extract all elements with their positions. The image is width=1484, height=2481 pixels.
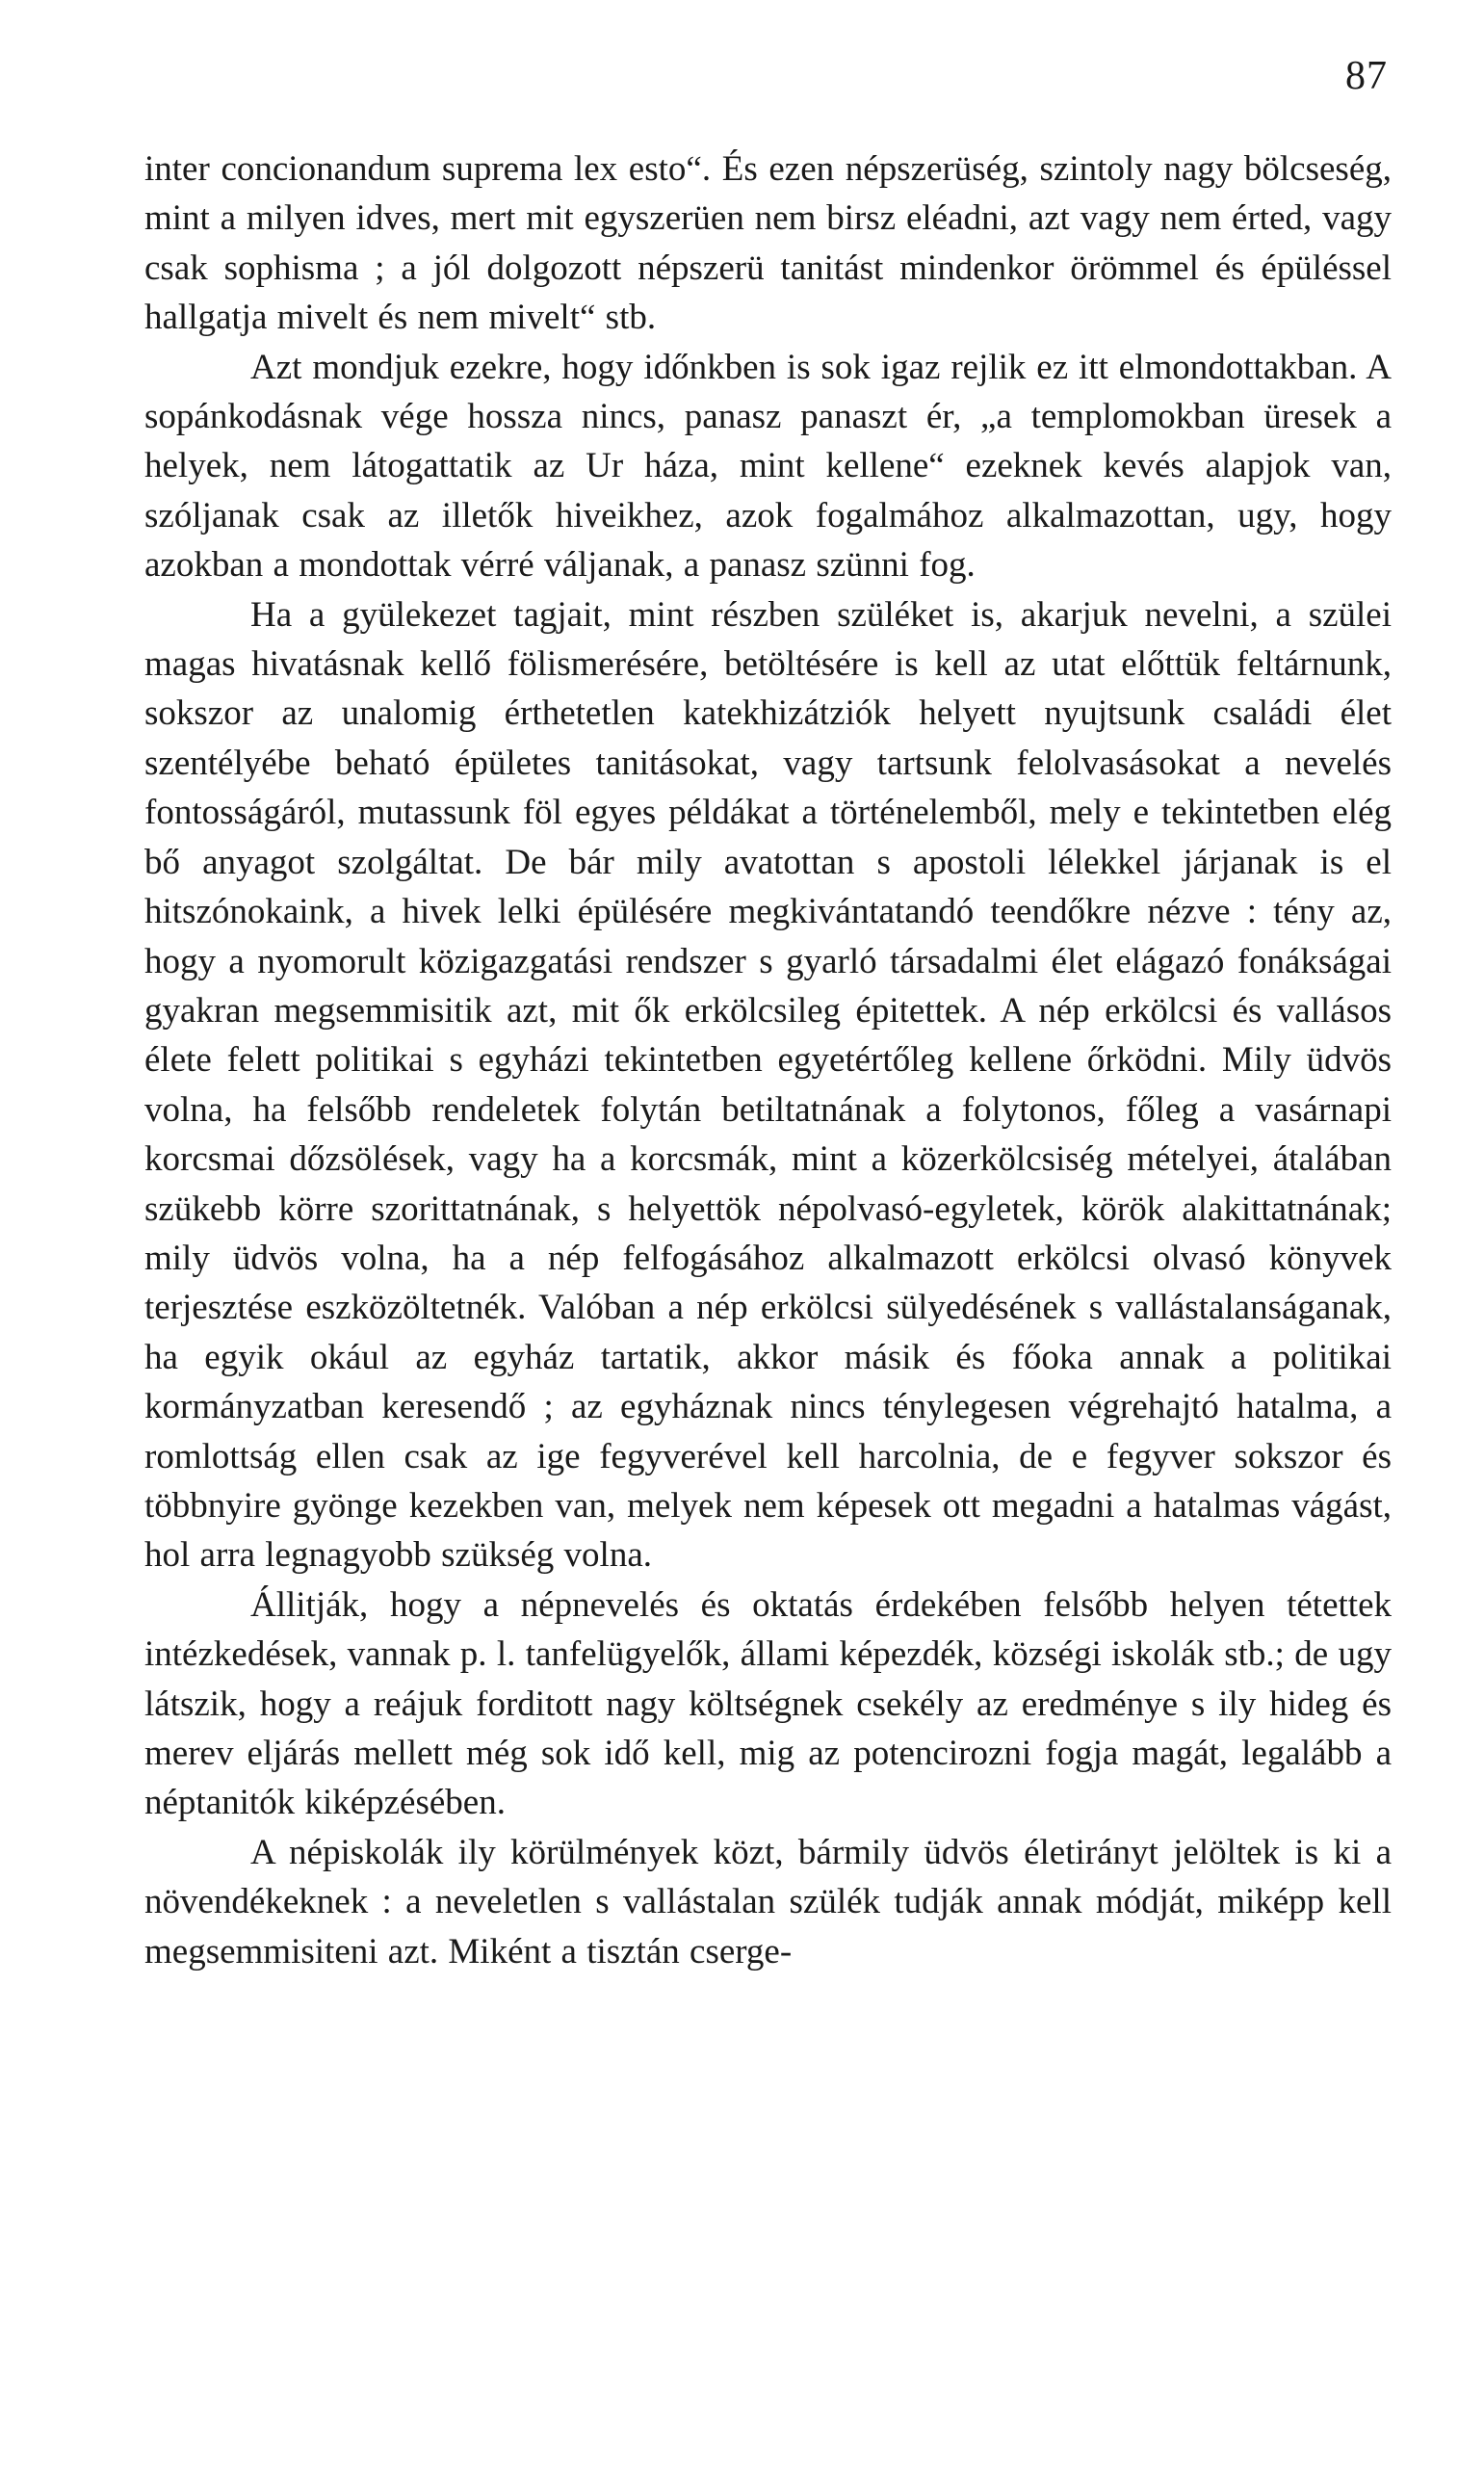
page-number: 87 xyxy=(1345,54,1388,98)
paragraph-1: inter concionandum suprema lex esto“. És ezen népszerüség, szintoly nagy bölcseség, mint a milyen idves, mert mit egyszerüen nem birsz eléadni, azt vagy nem érted, vagy csak sophisma ; a jól dolgozott népszerü tanitást mindenkor örömmel és épüléssel hallgatja mivelt és nem mivelt“ stb. xyxy=(144,149,1392,338)
paragraph-5: A népiskolák ily körülmények közt, bármily üdvös életirányt jelöltek is ki a növendékeknek : a neveletlen s vallástalan szülék tudják annak módját, miképp kell megsemmisiteni azt. Miként a tisztán cserge- xyxy=(144,1832,1392,1972)
paragraph-4: Állitják, hogy a népnevelés és oktatás érdekében felsőbb helyen tétettek intézkedések, vannak p. l. tanfelügyelők, állami képezdék, községi iskolák stb.; de ugy látszik, hogy a reájuk forditott nagy költségnek csekély az eredménye s ily hideg és merev eljárás mellett még sok idő kell, mig az potencirozni fogja magát, legalább a néptanitók kiképzésében. xyxy=(144,1584,1392,1823)
paragraph-2: Azt mondjuk ezekre, hogy időnkben is sok igaz rejlik ez itt elmondottakban. A sopánkodásnak vége hossza nincs, panasz panaszt ér, „a templomokban üresek a helyek, nem látogattatik az Ur háza, mint kellene“ ezeknek kevés alapjok van, szóljanak csak az illetők hiveikhez, azok fogalmához alkalmazottan, ugy, hogy azokban a mondottak vérré váljanak, a panasz szünni fog. xyxy=(144,347,1392,586)
paragraph-3: Ha a gyülekezet tagjait, mint részben szüléket is, akarjuk nevelni, a szülei magas hivatásnak kellő fölismerésére, betöltésére is kell az utat előttük feltárnunk, sokszor az unalomig érthetetlen katekhizátziók helyett nyujtsunk családi élet szentélyébe beható épületes tanitásokat, vagy tartsunk felolvasásokat a nevelés fontosságáról, mutassunk föl egyes példákat a történelemből, mely e tekintetben elég bő anyagot szolgáltat. De bár mily avatottan s apostoli lélekkel járjanak is el hitszónokaink, a hivek lelki épülésére megkivántatandó teendőkre nézve : tény az, hogy a nyomorult közigazgatási rendszer s gyarló társadalmi élet elágazó fonákságai gyakran megsemmisitik azt, mit ők erkölcsileg épitettek. A nép erkölcsi és vallásos élete felett politikai s egyházi tekintetben egyetértőleg kellene őrködni. Mily üdvös volna, ha felsőbb rendeletek folytán betiltatnának a folytonos, főleg a vasárnapi korcsmai dőzsölések, vagy ha a korcsmák, mint a közerkölcsiség mételyei, átalában szükebb körre szorittatnának, s helyettök népolvasó-egyletek, körök alakittatnának; mily üdvös volna, ha a nép felfogásához alkalmazott erkölcsi olvasó könyvek terjesztése eszközöltetnék. Valóban a nép erkölcsi sülyedésének s vallástalanságanak, ha egyik okául az egyház tartatik, akkor másik és főoka annak a politikai kormányzatban keresendő ; az egyháznak nincs ténylegesen végrehajtó hatalma, a romlottság ellen csak az ige fegyverével kell harcolnia, de e fegyver sokszor és többnyire gyönge kezekben van, melyek nem képesek ott megadni a hatalmas vágást, hol arra legnagyobb szükség volna. xyxy=(144,594,1392,1576)
body-text xyxy=(144,144,1392,1976)
